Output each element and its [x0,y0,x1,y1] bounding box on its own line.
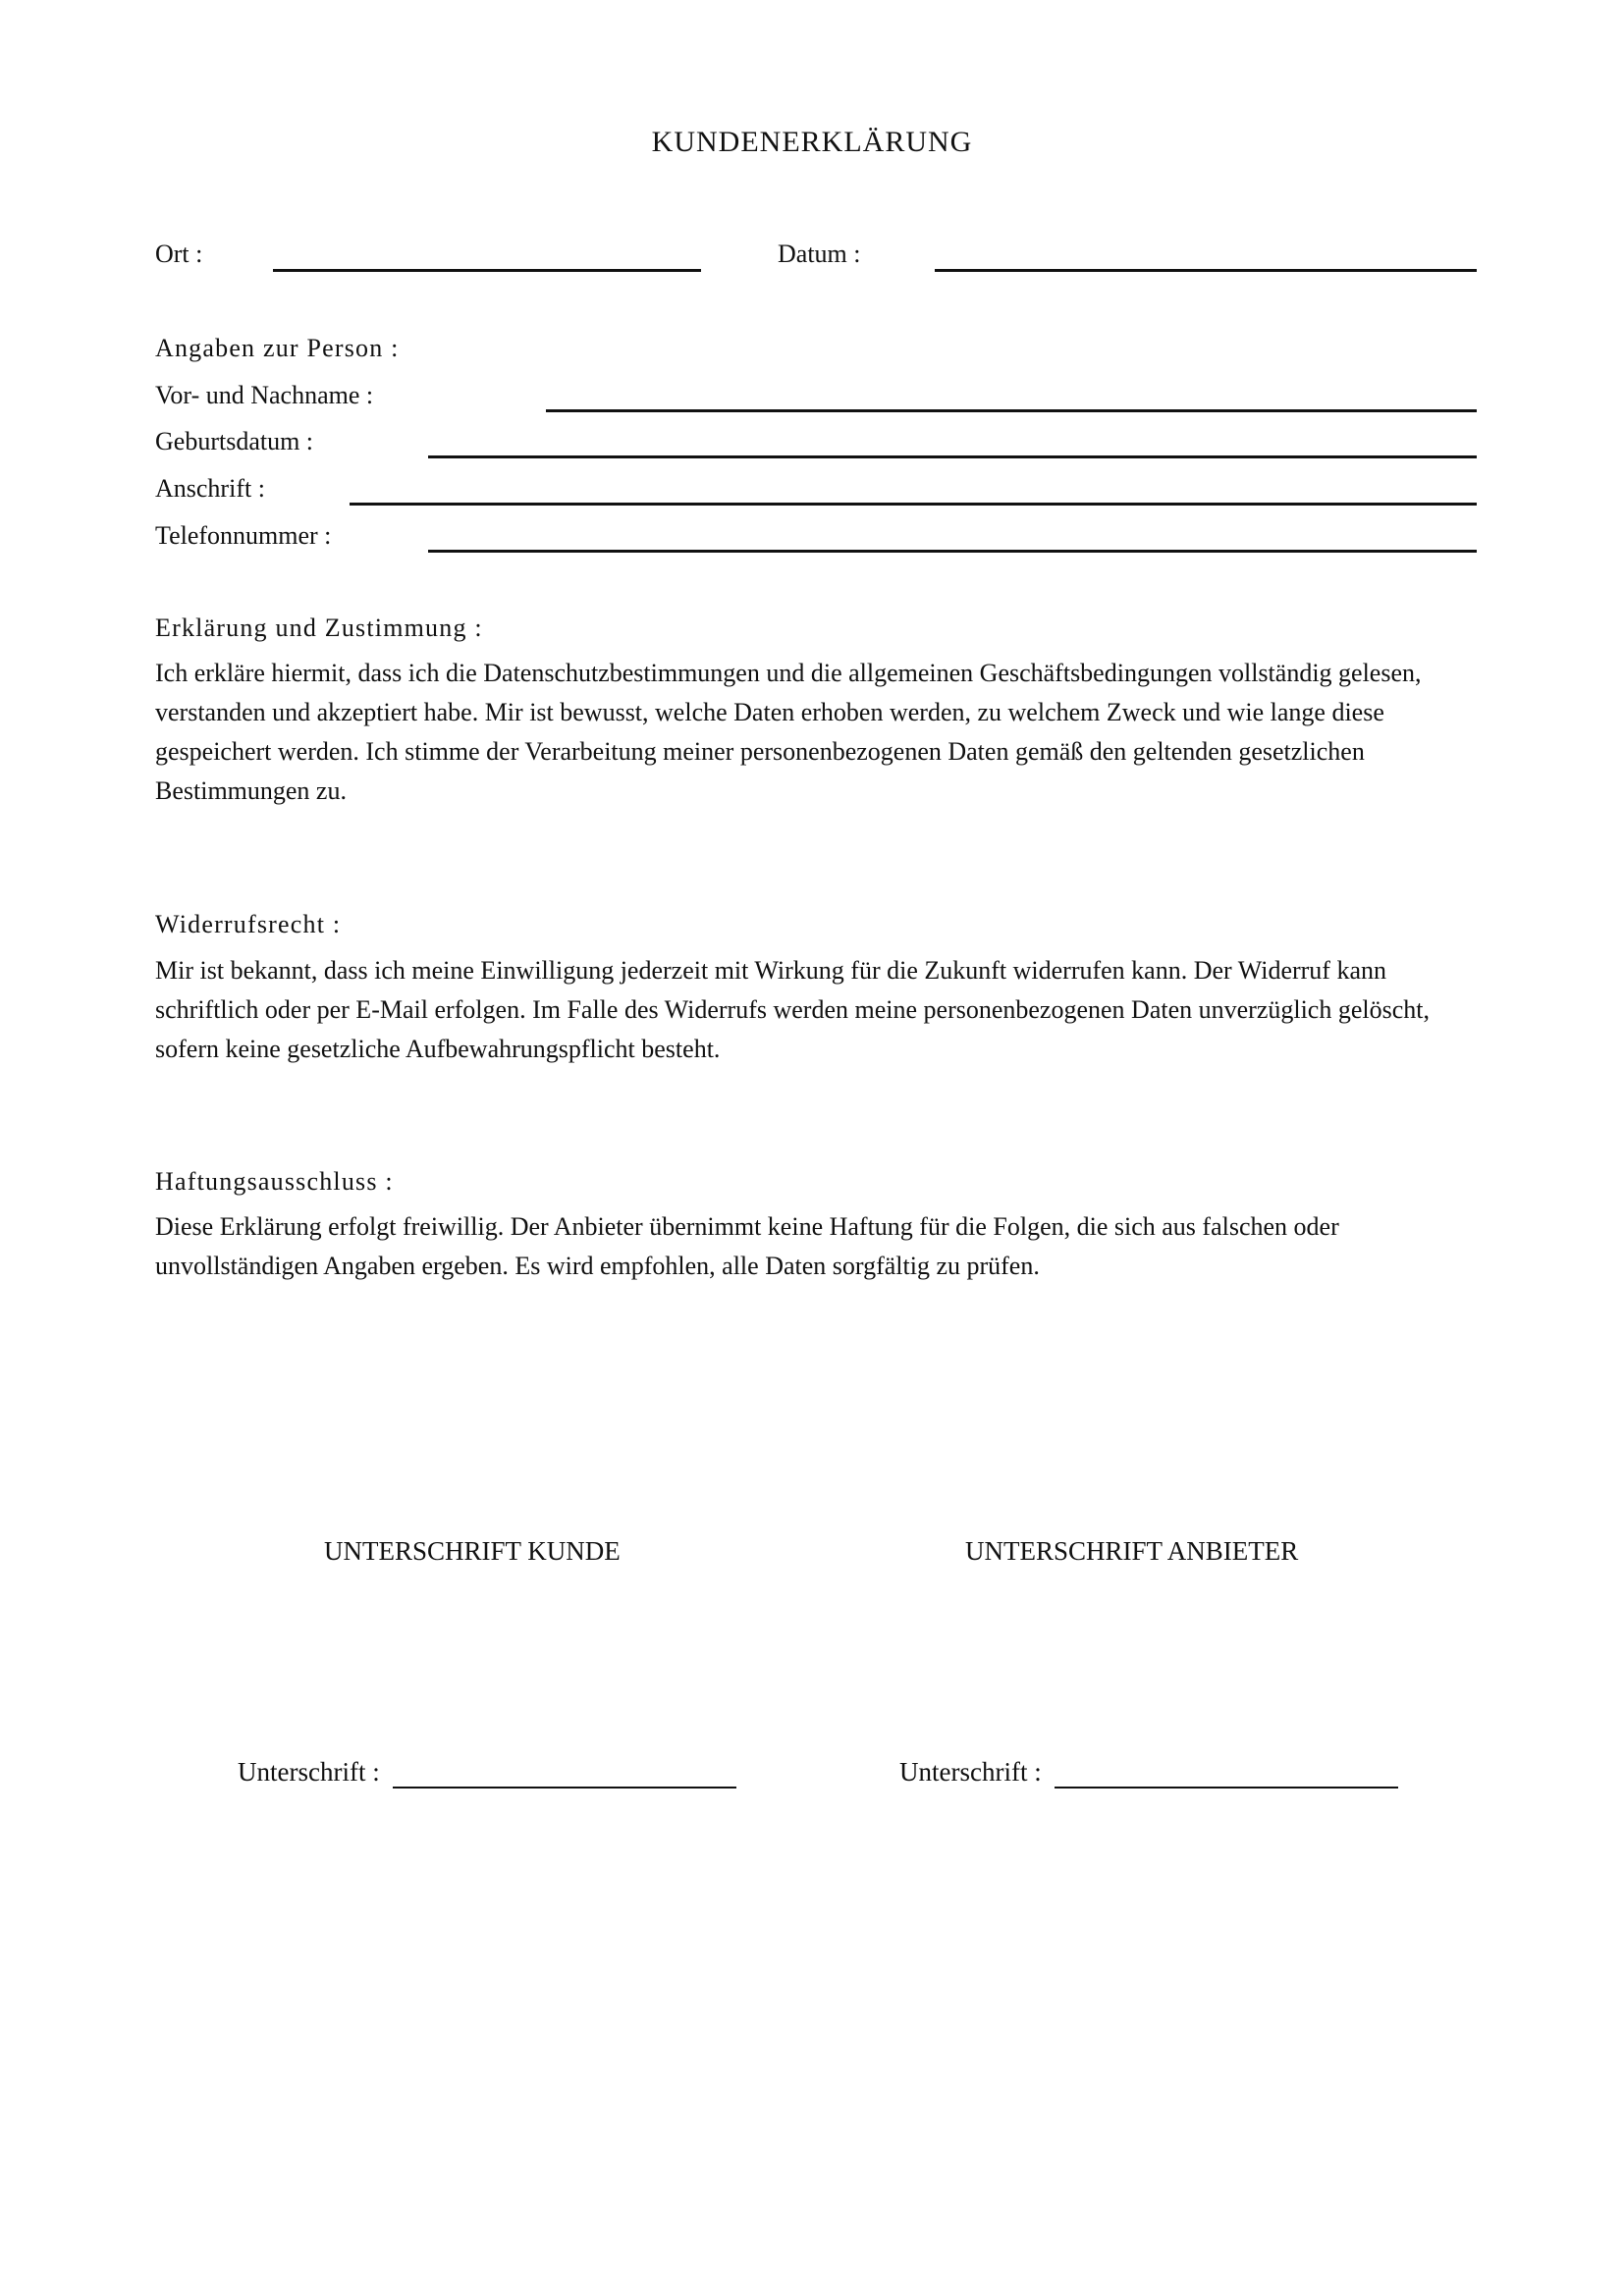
revocation-heading: Widerrufsrecht : [155,910,342,938]
birthdate-label: Geburtsdatum : [155,427,314,455]
place-label: Ort : [155,240,203,268]
customer-signature-label: Unterschrift : [238,1757,380,1787]
provider-signature-title: UNTERSCHRIFT ANBIETER [965,1536,1299,1566]
customer-signature-field[interactable] [393,1787,736,1789]
consent-text: Ich erkläre hiermit, dass ich die Datenschutzbestimmungen und die allgemeinen Geschäftsbedingungen vollständig gelesen, verstanden und akzeptiert habe. Mir ist bewusst, welche Daten erhoben werden, zu welchem Zweck und wie lange diese gespeichert werden. Ich stimme der Verarbeitung meiner personenbezogenen Daten gemäß den geltenden gesetzlichen Bestimmungen zu. [155,659,1422,805]
phone-label: Telefonnummer : [155,521,332,550]
provider-signature-field[interactable] [1055,1787,1398,1789]
address-label: Anschrift : [155,474,265,503]
consent-heading: Erklärung und Zustimmung : [155,614,483,642]
date-label: Datum : [778,240,861,268]
customer-signature-title: UNTERSCHRIFT KUNDE [324,1536,621,1566]
provider-signature-label: Unterschrift : [899,1757,1042,1787]
name-field[interactable] [546,409,1477,412]
birthdate-field[interactable] [428,455,1477,458]
liability-text: Diese Erklärung erfolgt freiwillig. Der Anbieter übernimmt keine Haftung für die Folgen, die sich aus falschen oder unvollständigen Angaben ergeben. Es wird empfohlen, alle Daten sorgfältig zu prüfen. [155,1212,1339,1280]
document-title: KUNDENERKLÄRUNG [651,126,973,158]
name-label: Vor- und Nachname : [155,381,374,409]
place-field[interactable] [273,269,701,272]
address-field[interactable] [350,503,1477,506]
liability-heading: Haftungsausschluss : [155,1167,394,1196]
person-heading: Angaben zur Person : [155,334,400,362]
revocation-text: Mir ist bekannt, dass ich meine Einwilligung jederzeit mit Wirkung für die Zukunft widerrufen kann. Der Widerruf kann schriftlich oder per E-Mail erfolgen. Im Falle des Widerrufs werden meine personenbezogenen Daten unverzüglich gelöscht, sofern keine gesetzliche Aufbewahrungspflicht besteht. [155,956,1430,1063]
phone-field[interactable] [428,550,1477,553]
date-field[interactable] [935,269,1477,272]
